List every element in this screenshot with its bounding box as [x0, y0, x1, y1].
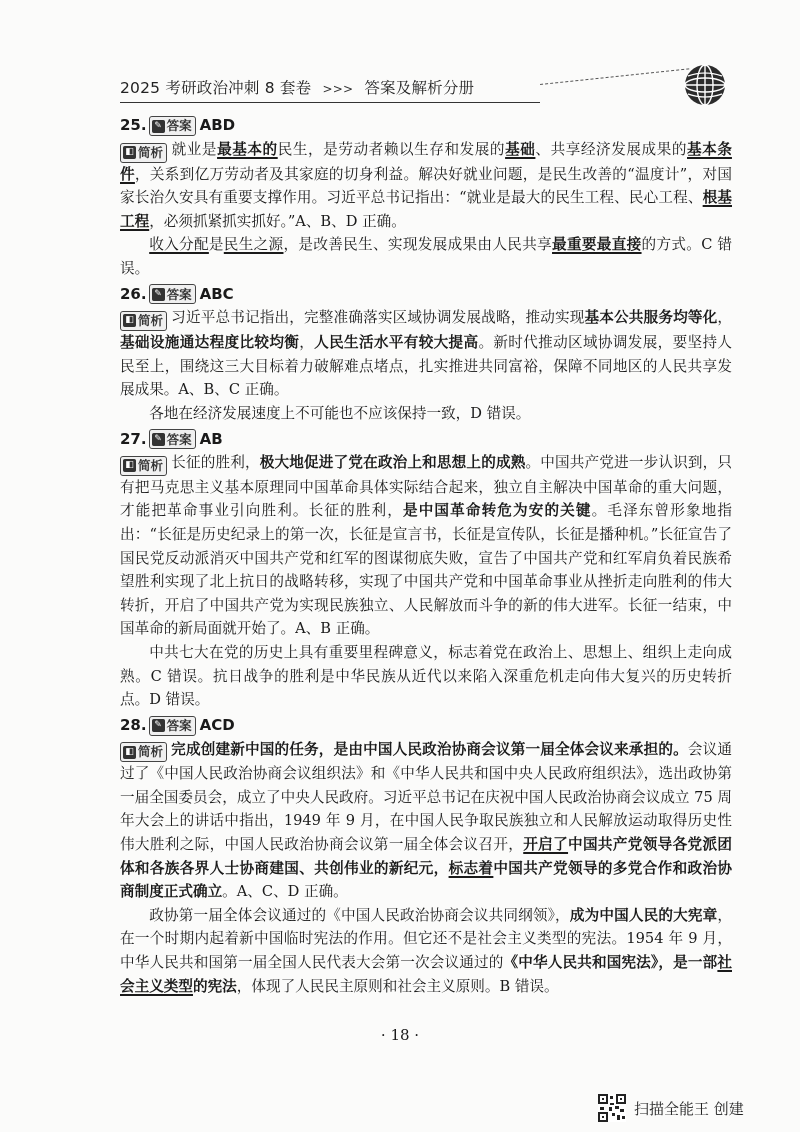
answer-tag [149, 716, 196, 736]
answer-content [120, 112, 732, 998]
analysis-tag-label: 简析 [138, 313, 164, 329]
analysis-paragraph [120, 738, 732, 904]
header-subtitle: 答案及解析分册 [364, 79, 475, 97]
text-run: 就业是 [171, 141, 218, 158]
header-rule [120, 102, 540, 103]
analysis-icon: ◧ [123, 459, 136, 472]
text-run: 民生之源 [223, 236, 284, 254]
analysis-icon: ◧ [123, 146, 136, 159]
text-run: 基本条件 [120, 141, 732, 183]
analysis-paragraph [120, 306, 732, 401]
text-run: 标志着 [448, 859, 494, 877]
qr-code-icon [598, 1094, 626, 1122]
text-run: ，体现了人民民主原则和社会主义原则。B 错误。 [236, 977, 559, 995]
answer-line [120, 427, 732, 451]
text-run: 的方式。C 错误。 [120, 236, 732, 277]
answer-icon: ✎ [152, 719, 165, 732]
text-run: 基础设施通达程度比较均衡 [120, 333, 300, 351]
text-run: 收入分配 [149, 236, 209, 254]
text-run: 中国共产党领导各党派团体和各族各界人士协商建国、共创伟业的新纪元， [120, 836, 732, 877]
analysis-paragraph [120, 138, 732, 233]
answer-icon: ✎ [152, 288, 165, 301]
answer-value: ABC [199, 284, 234, 303]
question-block [120, 714, 732, 998]
question-number: 25. [120, 116, 147, 135]
question-number: 28. [120, 715, 147, 734]
answer-line [120, 114, 732, 138]
header-separator: >>> [322, 82, 354, 96]
text-run: 民生，是劳动者赖以生存和发展的 [277, 141, 506, 158]
text-run: ，是改善民生、实现发展成果由人民共享 [283, 236, 553, 254]
answer-line [120, 282, 732, 306]
text-run: 《中华人民共和国宪法》，是一部 [503, 954, 718, 972]
watermark-text: 扫描全能王 创建 [634, 1099, 744, 1118]
text-run: 习近平总书记指出，完整准确落实区域协调发展战略，推动实现 [171, 309, 585, 327]
question-number: 26. [120, 284, 147, 303]
text-run: 。毛泽东曾形象地指出：“长征是历史纪录上的第一次，长征是宣言书，长征是宣传队，长征是播种机。”长征宣告了国民党反动派消灭中国共产党和红军的图谋彻底失败，宣告了中国共产党和红军肩负着民族希望胜利实现了北上抗日的战略转移，实现了中国共产党和中国革命事业从挫折走向胜利的伟大转折，开启了中国共产党为实现民族独立、人民解放而斗争的新的伟大进军。长征一结束，中国革命的新局面就开始了。A、B 正确。 [120, 502, 732, 638]
text-run: 、共享经济发展成果的 [535, 141, 688, 158]
text-run: 。A、C、D 正确。 [222, 883, 348, 901]
answer-tag-label: 答案 [166, 431, 192, 447]
text-run: 。中国共产党进一步认识到，只有把马克思主义基本原理同中国革命具体实际结合起来，独立自主解决中国革命的重大问题，才能把革命事业引向胜利。长征的胜利， [120, 454, 732, 520]
answer-tag-label: 答案 [166, 717, 192, 733]
question-number: 27. [120, 429, 147, 448]
text-run: ，关系到亿万劳动者及其家庭的切身利益。解决好就业问题，是民生改善的“温度计”，对国家长治久安具有重要支撑作用。习近平总书记指出：“就业是最大的民生工程、民心工程、 [120, 165, 732, 207]
text-run: 基础 [505, 141, 536, 158]
analysis-tag-label: 简析 [138, 744, 164, 760]
text-run: 开启了 [523, 836, 569, 854]
answer-tag [149, 116, 196, 136]
text-run: 各地在经济发展速度上不可能也不应该保持一致，D 错误。 [149, 404, 531, 422]
text-run: ， [717, 309, 732, 327]
analysis-tag [120, 456, 167, 476]
text-run: 政协第一届全体会议通过的《中国人民政治协商会议共同纲领》， [149, 906, 570, 924]
answer-line [120, 714, 732, 738]
answer-tag-label: 答案 [166, 118, 192, 134]
text-run: 中共七大在党的历史上具有重要里程碑意义，标志着党在政治上、思想上、组织上走向成熟。C 错误。抗日战争的胜利是中华民族从近代以来陷入深重危机走向伟大复兴的历史转折点。D 错误。 [120, 644, 732, 709]
text-run: 中国共产党领导的多党合作和政治协商制度正式确立 [120, 859, 732, 901]
text-run: ， [299, 333, 315, 351]
text-run: 最重要最直接 [552, 236, 642, 254]
answer-value: ACD [199, 715, 235, 734]
text-run: 是 [208, 236, 224, 254]
text-run: 基本公共服务均等化 [584, 309, 718, 327]
analysis-icon: ◧ [123, 314, 136, 327]
analysis-paragraph-2 [120, 402, 732, 426]
analysis-paragraph-2 [120, 904, 732, 998]
text-run: 社会主义类型 [120, 954, 732, 995]
text-run: 完成创建新中国的任务，是由中国人民政治协商会议第一届全体会议来承担的。 [171, 740, 688, 758]
text-run: 成为中国人民的大宪章 [569, 906, 718, 924]
question-block [120, 427, 732, 711]
answer-tag [149, 284, 196, 304]
answer-value: ABD [199, 116, 236, 135]
globe-logo-icon [682, 62, 728, 108]
analysis-tag [120, 311, 167, 331]
answer-value: AB [199, 429, 223, 448]
text-run: 极大地促进了党在政治上和思想上的成熟 [259, 454, 526, 472]
analysis-icon: ◧ [123, 746, 136, 759]
text-run: 是中国革命转危为安的关键 [402, 502, 592, 520]
answer-icon: ✎ [152, 120, 165, 133]
analysis-tag-label: 简析 [138, 458, 164, 474]
analysis-tag-label: 简析 [138, 144, 164, 160]
answer-tag-label: 答案 [166, 286, 192, 302]
text-run: ，在一个时期内起着新中国临时宪法的作用。但它还不是社会主义类型的宪法。1954 年 9 月，中华人民共和国第一届全国人民代表大会第一次会议通过的 [120, 906, 732, 972]
text-run: 会议通过了《中国人民政治协商会议组织法》和《中华人民共和国中央人民政府组织法》，选出政协第一届全国委员会，成立了中央人民政府。习近平总书记在庆祝中国人民政治协商会议成立 75 周年大会上的讲话中指出，1949 年 9 月，在中国人民争取民族独立和人民解放运动取得历史性伟大胜利之际，中国人民政治协商会议第一届全体会议召开， [120, 740, 732, 854]
analysis-paragraph-2 [120, 641, 732, 712]
text-run: 的宪法 [192, 977, 237, 995]
answer-icon: ✎ [152, 433, 165, 446]
text-run: 长征的胜利， [171, 454, 260, 472]
analysis-tag [120, 143, 167, 163]
text-run: 。新时代推动区域协调发展，要坚持人民至上，围绕这三大目标着力破解难点堵点，扎实推进共同富裕，保障不同地区的人民共享发展成果。A、B、C 正确。 [120, 333, 732, 399]
analysis-paragraph [120, 451, 732, 641]
analysis-paragraph-2 [120, 233, 732, 280]
text-run: 人民生活水平有较大提高 [314, 333, 479, 351]
answer-tag [149, 429, 196, 449]
text-run: 根基工程 [120, 189, 732, 230]
header-title: 2025 考研政治冲刺 8 套卷 [120, 79, 312, 97]
text-run: ，必须抓紧抓实抓好。”A、B、D 正确。 [149, 212, 406, 230]
analysis-tag [120, 742, 167, 762]
scanner-watermark [598, 1090, 744, 1126]
question-block [120, 282, 732, 425]
text-run: 最基本的 [217, 141, 278, 158]
page-number: · 18 · [380, 1026, 420, 1044]
question-block [120, 114, 732, 280]
